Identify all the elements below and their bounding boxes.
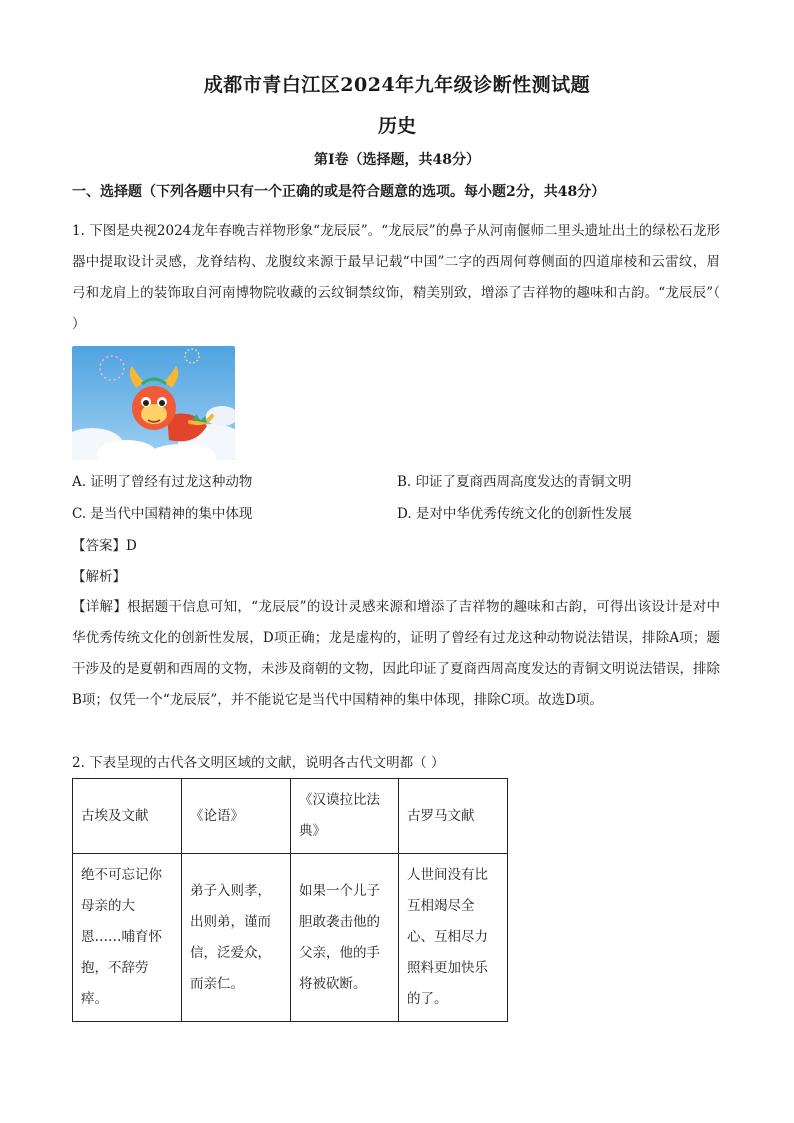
civilization-table bbox=[72, 778, 508, 1022]
table-header-cell: 《论语》 bbox=[182, 779, 291, 854]
detail-explanation: 【详解】根据题干信息可知，“龙辰辰”的设计灵感来源和增添了吉祥物的趣味和古韵，可得出该设计是对中华优秀传统文化的创新性发展，D项正确；龙是虚构的，证明了曾经有过龙这种动物说法错误，排除A项；题干涉及的是夏朝和西周的文物，未涉及商朝的文物，因此印证了夏商西周高度发达的青铜文明说法错误，排除B项；仅凭一个“龙辰辰”，并不能说它是当代中国精神的集中体现，排除C项。故选D项。 bbox=[72, 599, 720, 708]
answer-line: 【答案】D bbox=[72, 538, 137, 554]
option-c: C. 是当代中国精神的集中体现 bbox=[72, 506, 253, 522]
exam-title: 成都市青白江区2024年九年级诊断性测试题 bbox=[203, 74, 591, 96]
table-cell: 如果一个儿子胆敢袭击他的父亲，他的手将被砍断。 bbox=[291, 854, 399, 1022]
volume-heading: 第Ⅰ卷（选择题，共48分） bbox=[313, 152, 481, 168]
table-header-cell: 古埃及文献 bbox=[73, 779, 182, 854]
exam-subject: 历史 bbox=[377, 115, 416, 137]
question-2-stem: 2. 下表呈现的古代各文明区域的文献，说明各古代文明都（ ） bbox=[72, 755, 445, 771]
table-header-row bbox=[73, 779, 508, 854]
mascot-image bbox=[72, 346, 235, 460]
table-row bbox=[73, 854, 508, 1022]
table-cell: 绝不可忘记你母亲的大恩……哺育怀抱，不辞劳瘁。 bbox=[73, 854, 182, 1022]
option-d: D. 是对中华优秀传统文化的创新性发展 bbox=[397, 506, 632, 522]
table-cell: 人世间没有比互相竭尽全心、互相尽力照料更加快乐的了。 bbox=[399, 854, 508, 1022]
option-a: A. 证明了曾经有过龙这种动物 bbox=[72, 474, 253, 490]
table-cell: 弟子入则孝，出则弟，谨而信，泛爱众，而亲仁。 bbox=[182, 854, 291, 1022]
section-heading: 一、选择题（下列各题中只有一个正确的或是符合题意的选项。每小题2分，共48分） bbox=[72, 184, 606, 200]
analysis-label: 【解析】 bbox=[72, 569, 126, 585]
table-header-cell: 《汉谟拉比法典》 bbox=[291, 779, 399, 854]
table-header-cell: 古罗马文献 bbox=[399, 779, 508, 854]
question-1-stem: 1. 下图是央视2024龙年春晚吉祥物形象“龙辰辰”。“龙辰辰”的鼻子从河南偃师二里头遗址出土的绿松石龙形器中提取设计灵感，龙脊结构、龙腹纹来源于最早记载“中国”二字的西周何尊侧面的四道扉棱和云雷纹，眉弓和龙肩上的装饰取自河南博物院收藏的云纹铜禁纹饰，精美别致，增添了吉祥物的趣味和古韵。“龙辰辰”（ ） bbox=[72, 223, 720, 332]
dragon-mascot-illustration bbox=[72, 346, 235, 460]
option-b: B. 印证了夏商西周高度发达的青铜文明 bbox=[397, 474, 632, 490]
